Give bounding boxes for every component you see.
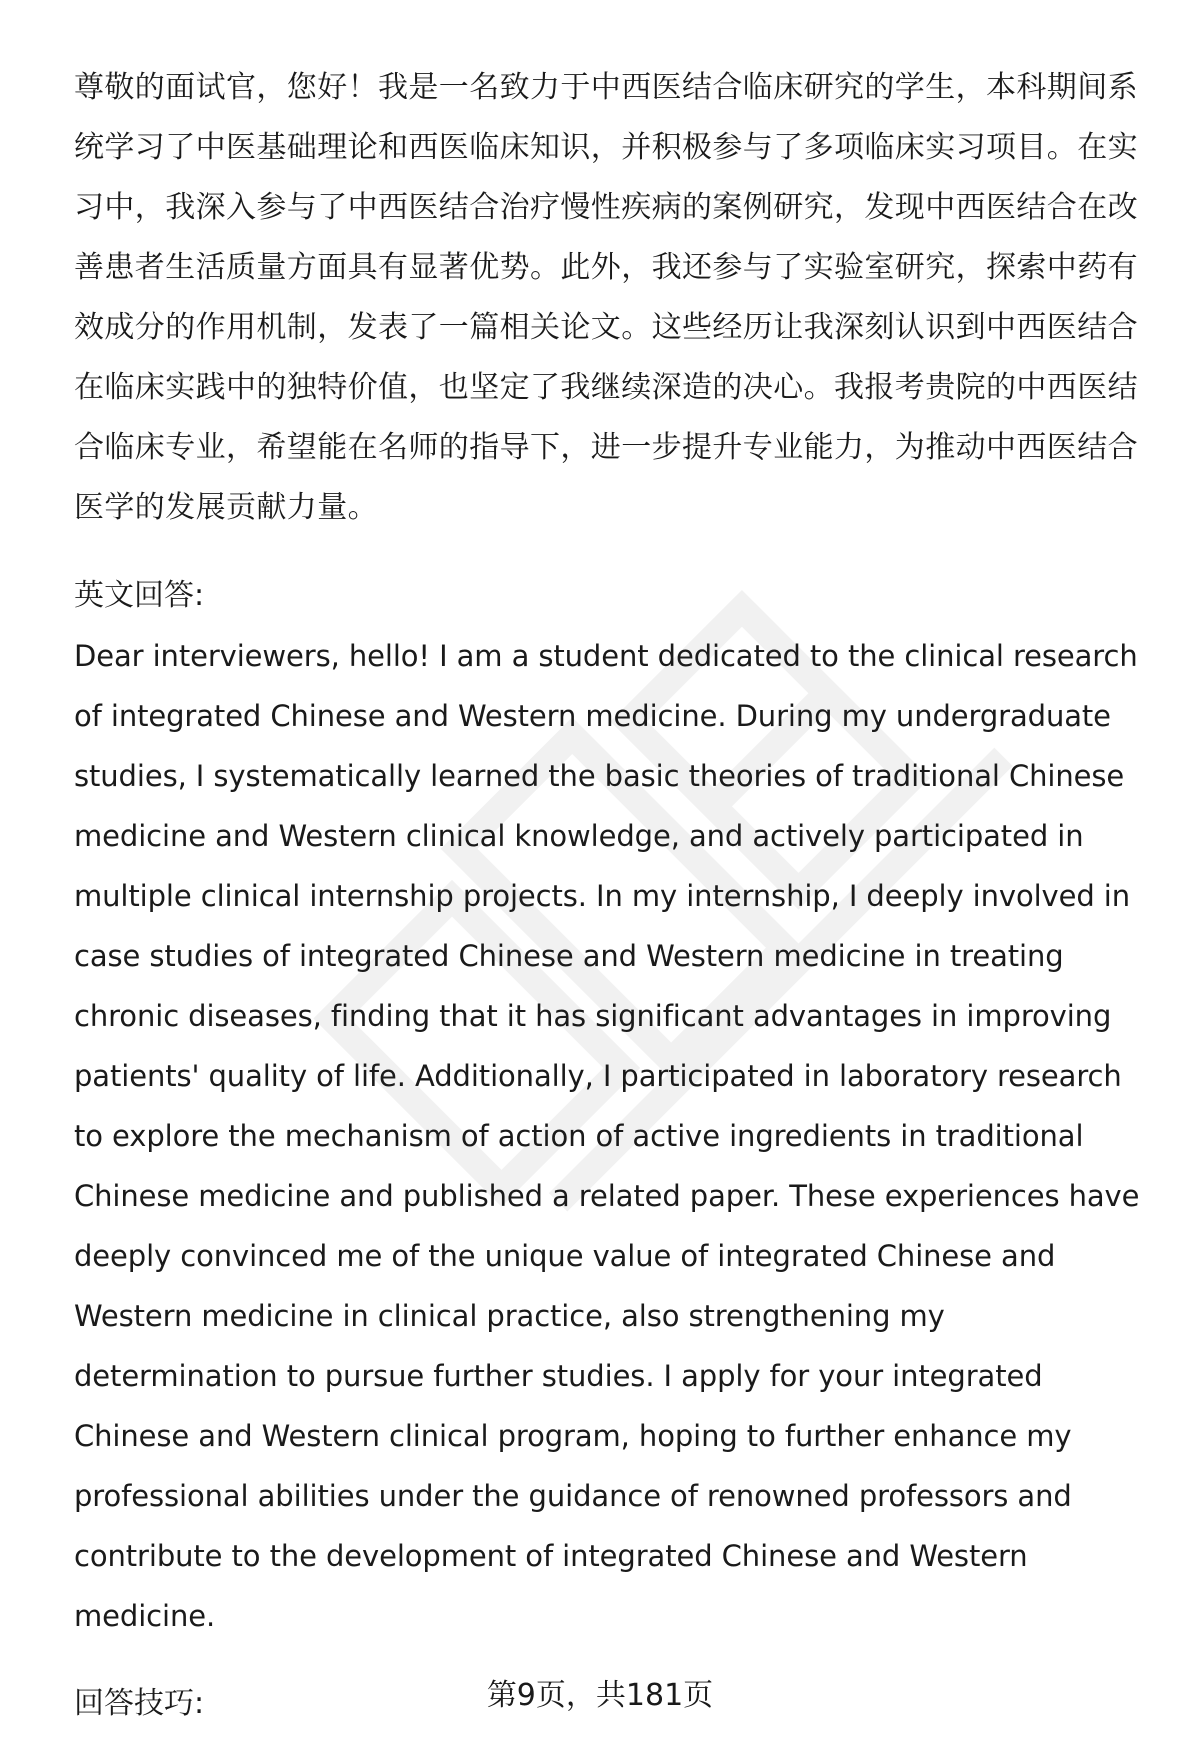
chinese-answer-paragraph: 尊敬的面试官，您好！我是一名致力于中西医结合临床研究的学生，本科期间系统学习了中医基础理论和西医临床知识，并积极参与了多项临床实习项目。在实习中，我深入参与了中西医结合治疗慢性疾病的案例研究，发现中西医结合在改善患者生活质量方面具有显著优势。此外，我还参与了实验室研究，探索中药有效成分的作用机制，发表了一篇相关论文。这些经历让我深刻认识到中西医结合在临床实践中的独特价值，也坚定了我继续深造的决心。我报考贵院的中西医结合临床专业，希望能在名师的指导下，进一步提升专业能力，为推动中西医结合医学的发展贡献力量。 (74, 70, 1138, 525)
english-answer-heading: 英文回答: (74, 578, 205, 613)
page-indicator: 第9页，共181页 (486, 1678, 714, 1713)
english-answer-paragraph: Dear interviewers, hello! I am a student dedicated to the clinical research of integrated Chinese and Western medicine. During my undergraduate studies, I systematically learned the basic theories of traditional Chinese medicine and Western clinical knowledge, and actively participated in multiple clinical internship projects. In my internship, I deeply involved in case studies of integrated Chinese and Western medicine in treating chronic diseases, finding that it has significant advantages in improving patients' quality of life. Additionally, I participated in laboratory research to explore the mechanism of action of active ingredients in traditional Chinese medicine and published a related paper. These experiences have deeply convinced me of the unique value of integrated Chinese and Western medicine in clinical practice, also strengthening my determination to pursue further studies. I apply for your integrated Chinese and Western clinical program, hoping to further enhance my professional abilities under the guidance of renowned professors and contribute to the development of integrated Chinese and Western medicine. (74, 639, 1140, 1633)
page-content (74, 58, 1146, 1734)
answer-tips-heading: 回答技巧: (74, 1686, 205, 1721)
